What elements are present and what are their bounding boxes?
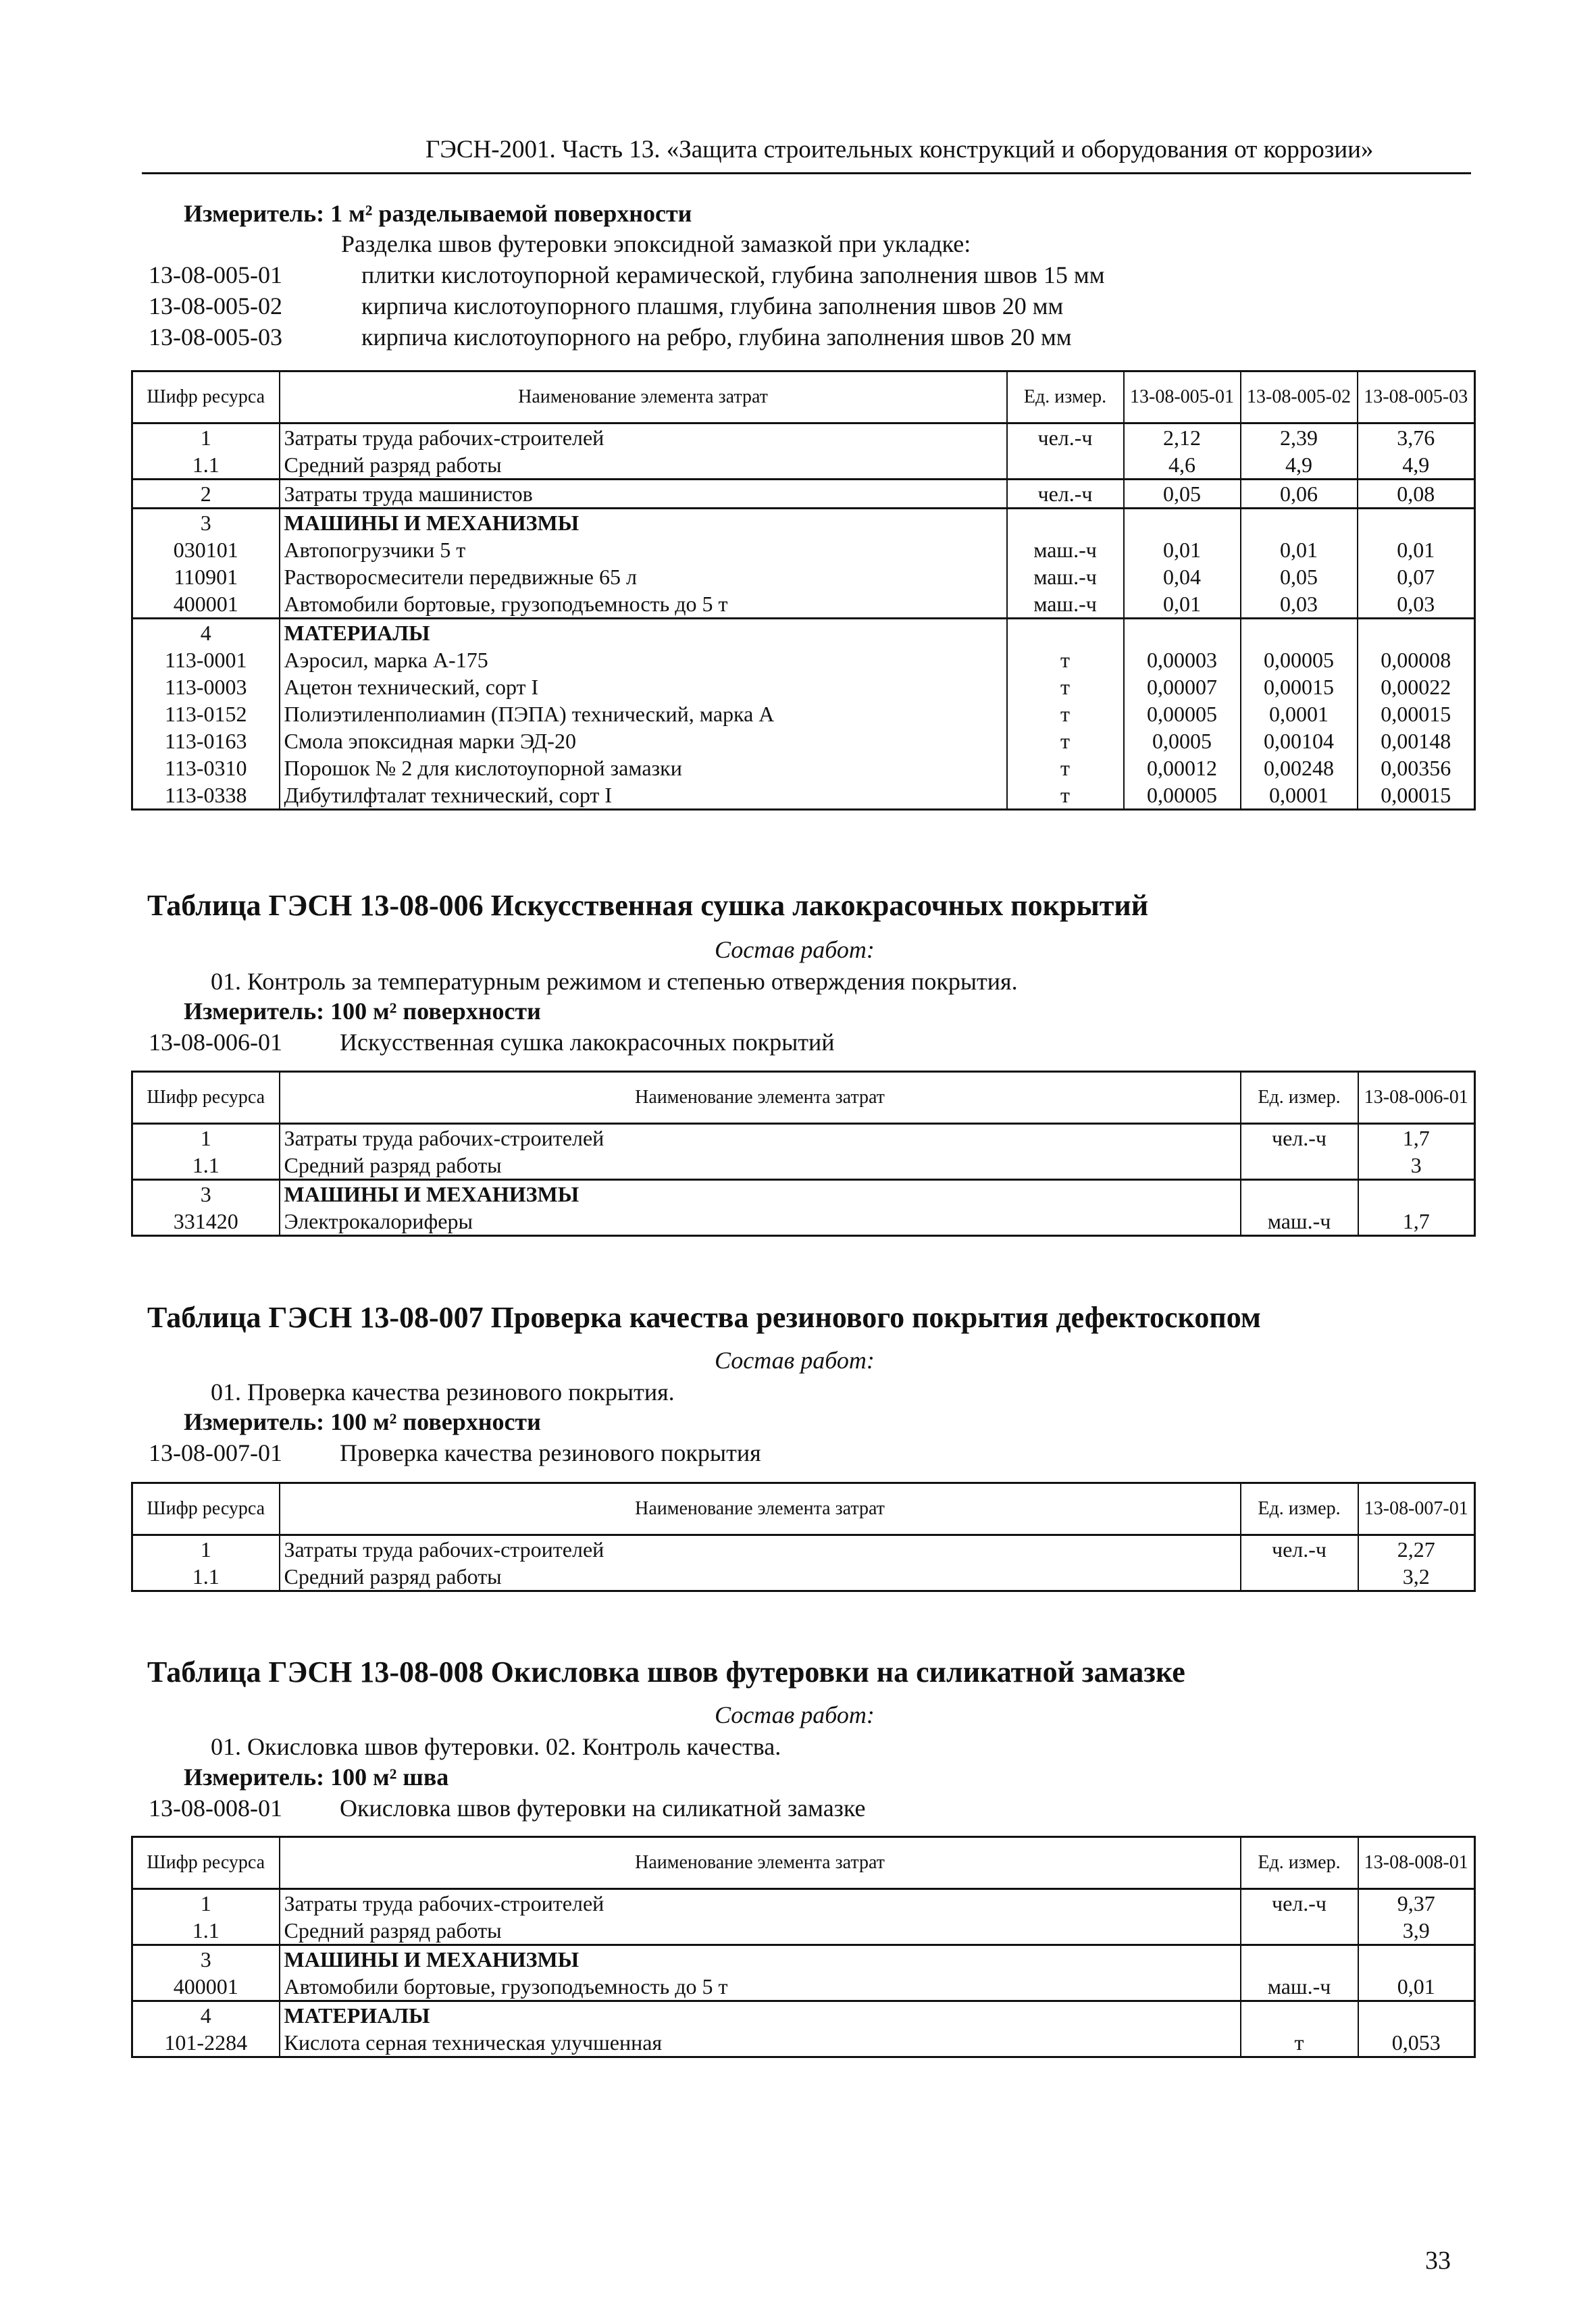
item-code: 13-08-005-02	[149, 292, 282, 319]
item-text: кирпича кислотоупорного на ребро, глубина заполнения швов 20 мм	[361, 324, 1072, 351]
item-text: кирпича кислотоупорного плашмя, глубина заполнения швов 20 мм	[361, 292, 1064, 319]
value-cell: 2,39	[1241, 423, 1358, 452]
resource-name: Затраты труда рабочих-строителей	[280, 1124, 1241, 1152]
resource-code: 1	[132, 1535, 280, 1564]
resource-code: 331420	[132, 1208, 280, 1236]
value-cell: 0,00005	[1124, 781, 1241, 810]
table-header-row	[132, 1837, 1475, 1889]
resource-name: Средний разряд работы	[280, 1563, 1241, 1591]
value-cell: 0,00104	[1241, 727, 1358, 754]
header-name: Наименование элемента затрат	[280, 1483, 1241, 1535]
value-cell: 0,0001	[1241, 781, 1358, 810]
resource-table	[131, 370, 1476, 811]
resource-code: 4	[132, 2001, 280, 2030]
resource-name: МАШИНЫ И МЕХАНИЗМЫ	[280, 1180, 1241, 1208]
item-code: 13-08-008-01	[149, 1795, 282, 1822]
unit-cell: т	[1007, 727, 1124, 754]
value-cell: 3,2	[1358, 1563, 1475, 1591]
value-cell: 4,9	[1358, 451, 1475, 480]
header-col: 13-08-008-01	[1358, 1837, 1475, 1889]
value-cell: 2,27	[1358, 1535, 1475, 1564]
table-row	[132, 563, 1475, 590]
value-cell	[1124, 619, 1241, 647]
table-row	[132, 700, 1475, 727]
item-code: 13-08-006-01	[149, 1029, 282, 1056]
table-row	[132, 1563, 1475, 1591]
value-cell: 0,00015	[1241, 673, 1358, 700]
resource-name: Средний разряд работы	[280, 451, 1007, 480]
resource-code: 1.1	[132, 1563, 280, 1591]
value-cell	[1358, 509, 1475, 537]
table-row	[132, 536, 1475, 563]
header-code: Шифр ресурса	[132, 371, 280, 423]
table-row	[132, 509, 1475, 537]
resource-code: 1.1	[132, 1917, 280, 1945]
value-cell: 0,053	[1358, 2029, 1475, 2057]
value-cell: 0,00248	[1241, 754, 1358, 781]
resource-code: 3	[132, 1180, 280, 1208]
value-cell: 0,03	[1241, 590, 1358, 619]
unit-cell	[1007, 509, 1124, 537]
table-row	[132, 646, 1475, 673]
unit-cell: маш.-ч	[1007, 563, 1124, 590]
value-cell: 0,01	[1241, 536, 1358, 563]
meter-label: Измеритель: 100 м² поверхности	[184, 1408, 541, 1435]
resource-table	[131, 1071, 1476, 1237]
value-cell: 4,6	[1124, 451, 1241, 480]
resource-code: 113-0310	[132, 754, 280, 781]
value-cell: 0,08	[1358, 480, 1475, 509]
value-cell: 1,7	[1358, 1124, 1475, 1152]
header-col: 13-08-005-01	[1124, 371, 1241, 423]
table-row	[132, 1180, 1475, 1208]
table-row	[132, 727, 1475, 754]
header-name: Наименование элемента затрат	[280, 1072, 1241, 1124]
header-unit: Ед. измер.	[1007, 371, 1124, 423]
table-title: Таблица ГЭСН 13-08-006 Искусственная сушка лакокрасочных покрытий	[147, 889, 1149, 922]
table-row	[132, 754, 1475, 781]
table-row	[132, 1917, 1475, 1945]
table-header-row	[132, 1072, 1475, 1124]
value-cell: 0,0005	[1124, 727, 1241, 754]
unit-cell	[1007, 619, 1124, 647]
item-text: Искусственная сушка лакокрасочных покрытий	[340, 1029, 835, 1056]
value-cell	[1241, 619, 1358, 647]
unit-cell: т	[1007, 646, 1124, 673]
header-col: 13-08-007-01	[1358, 1483, 1475, 1535]
resource-table	[131, 1482, 1476, 1592]
resource-name: Средний разряд работы	[280, 1152, 1241, 1180]
unit-cell: чел.-ч	[1007, 480, 1124, 509]
resource-name: Аэросил, марка А-175	[280, 646, 1007, 673]
unit-cell	[1241, 2001, 1358, 2030]
unit-cell	[1241, 1917, 1358, 1945]
resource-name: МАШИНЫ И МЕХАНИЗМЫ	[280, 1945, 1241, 1974]
unit-cell: чел.-ч	[1241, 1535, 1358, 1564]
table-header-row	[132, 1483, 1475, 1535]
resource-name: Электрокалориферы	[280, 1208, 1241, 1236]
resource-code: 3	[132, 1945, 280, 1974]
item-code: 13-08-007-01	[149, 1439, 282, 1466]
meter-label: Измеритель: 100 м² поверхности	[184, 998, 541, 1025]
unit-cell: маш.-ч	[1007, 536, 1124, 563]
resource-name: МАТЕРИАЛЫ	[280, 2001, 1241, 2030]
value-cell: 0,00005	[1124, 700, 1241, 727]
table-header-row	[132, 371, 1475, 423]
resource-name: МАШИНЫ И МЕХАНИЗМЫ	[280, 509, 1007, 537]
header-rule	[142, 172, 1471, 174]
value-cell	[1358, 2001, 1475, 2030]
resource-code: 1.1	[132, 451, 280, 480]
table-title: Таблица ГЭСН 13-08-007 Проверка качества резинового покрытия дефектоскопом	[147, 1301, 1261, 1334]
table-row	[132, 781, 1475, 810]
value-cell: 1,7	[1358, 1208, 1475, 1236]
table-row	[132, 590, 1475, 619]
header-col: 13-08-005-03	[1358, 371, 1475, 423]
resource-code: 3	[132, 509, 280, 537]
unit-cell: т	[1007, 673, 1124, 700]
value-cell: 0,0001	[1241, 700, 1358, 727]
item-code: 13-08-005-01	[149, 261, 282, 288]
resource-code: 4	[132, 619, 280, 647]
unit-cell	[1241, 1180, 1358, 1208]
resource-code: 1	[132, 423, 280, 452]
unit-cell: маш.-ч	[1007, 590, 1124, 619]
resource-table	[131, 1836, 1476, 2058]
value-cell: 0,00015	[1358, 781, 1475, 810]
item-code: 13-08-005-03	[149, 324, 282, 351]
unit-cell: т	[1007, 700, 1124, 727]
value-cell: 0,06	[1241, 480, 1358, 509]
value-cell: 3	[1358, 1152, 1475, 1180]
resource-name: Автопогрузчики 5 т	[280, 536, 1007, 563]
resource-name: Смола эпоксидная марки ЭД-20	[280, 727, 1007, 754]
value-cell: 0,00148	[1358, 727, 1475, 754]
unit-cell	[1241, 1945, 1358, 1974]
table-row	[132, 2001, 1475, 2030]
value-cell: 0,00005	[1241, 646, 1358, 673]
composition-text: 01. Окисловка швов футеровки. 02. Контроль качества.	[211, 1733, 781, 1760]
table-row	[132, 1973, 1475, 2001]
resource-name: Затраты труда рабочих-строителей	[280, 423, 1007, 452]
resource-name: Затраты труда рабочих-строителей	[280, 1889, 1241, 1918]
value-cell: 4,9	[1241, 451, 1358, 480]
section-intro: Разделка швов футеровки эпоксидной замазкой при укладке:	[341, 230, 971, 257]
resource-code: 113-0003	[132, 673, 280, 700]
resource-name: Средний разряд работы	[280, 1917, 1241, 1945]
item-text: Окисловка швов футеровки на силикатной замазке	[340, 1795, 866, 1822]
meter-label: Измеритель: 1 м² разделываемой поверхности	[184, 200, 692, 227]
value-cell: 0,07	[1358, 563, 1475, 590]
value-cell: 9,37	[1358, 1889, 1475, 1918]
value-cell: 0,00003	[1124, 646, 1241, 673]
resource-code: 113-0163	[132, 727, 280, 754]
resource-code: 1.1	[132, 1152, 280, 1180]
resource-code: 1	[132, 1889, 280, 1918]
header-col: 13-08-006-01	[1358, 1072, 1475, 1124]
table-row	[132, 1889, 1475, 1918]
value-cell: 2,12	[1124, 423, 1241, 452]
unit-cell: маш.-ч	[1241, 1973, 1358, 2001]
value-cell: 0,00015	[1358, 700, 1475, 727]
unit-cell: т	[1007, 781, 1124, 810]
table-row	[132, 1208, 1475, 1236]
composition-text: 01. Проверка качества резинового покрытия.	[211, 1379, 675, 1406]
value-cell: 0,01	[1124, 536, 1241, 563]
value-cell: 0,05	[1241, 563, 1358, 590]
resource-name: Затраты труда рабочих-строителей	[280, 1535, 1241, 1564]
resource-name: Порошок № 2 для кислотоупорной замазки	[280, 754, 1007, 781]
unit-cell	[1007, 451, 1124, 480]
value-cell: 0,01	[1124, 590, 1241, 619]
value-cell: 0,00356	[1358, 754, 1475, 781]
table-title: Таблица ГЭСН 13-08-008 Окисловка швов футеровки на силикатной замазке	[147, 1655, 1185, 1689]
header-unit: Ед. измер.	[1241, 1483, 1358, 1535]
value-cell: 3,9	[1358, 1917, 1475, 1945]
composition-label: Состав работ:	[715, 1347, 875, 1374]
resource-name: Автомобили бортовые, грузоподъемность до 5 т	[280, 1973, 1241, 2001]
resource-code: 2	[132, 480, 280, 509]
page-number: 33	[1425, 2246, 1451, 2275]
table-row	[132, 1124, 1475, 1152]
table-row	[132, 451, 1475, 480]
value-cell	[1241, 509, 1358, 537]
unit-cell	[1241, 1152, 1358, 1180]
resource-code: 030101	[132, 536, 280, 563]
resource-name: Ацетон технический, сорт I	[280, 673, 1007, 700]
value-cell: 0,01	[1358, 536, 1475, 563]
header-unit: Ед. измер.	[1241, 1072, 1358, 1124]
value-cell	[1124, 509, 1241, 537]
header-unit: Ед. измер.	[1241, 1837, 1358, 1889]
table-row	[132, 423, 1475, 452]
resource-code: 113-0001	[132, 646, 280, 673]
header-col: 13-08-005-02	[1241, 371, 1358, 423]
value-cell: 0,05	[1124, 480, 1241, 509]
resource-code: 400001	[132, 1973, 280, 2001]
table-row	[132, 480, 1475, 509]
value-cell	[1358, 619, 1475, 647]
composition-label: Состав работ:	[715, 936, 875, 963]
unit-cell: т	[1007, 754, 1124, 781]
table-row	[132, 673, 1475, 700]
resource-name: МАТЕРИАЛЫ	[280, 619, 1007, 647]
resource-code: 113-0338	[132, 781, 280, 810]
meter-label: Измеритель: 100 м² шва	[184, 1764, 449, 1791]
composition-text: 01. Контроль за температурным режимом и степенью отверждения покрытия.	[211, 968, 1018, 995]
value-cell: 0,01	[1358, 1973, 1475, 2001]
resource-name: Затраты труда машинистов	[280, 480, 1007, 509]
unit-cell: чел.-ч	[1241, 1124, 1358, 1152]
resource-name: Кислота серная техническая улучшенная	[280, 2029, 1241, 2057]
header-code: Шифр ресурса	[132, 1483, 280, 1535]
running-header: ГЭСН-2001. Часть 13. «Защита строительных конструкций и оборудования от коррозии»	[426, 136, 1374, 163]
resource-name: Дибутилфталат технический, сорт I	[280, 781, 1007, 810]
resource-name: Автомобили бортовые, грузоподъемность до 5 т	[280, 590, 1007, 619]
unit-cell	[1241, 1563, 1358, 1591]
resource-name: Растворосмесители передвижные 65 л	[280, 563, 1007, 590]
item-text: плитки кислотоупорной керамической, глубина заполнения швов 15 мм	[361, 261, 1105, 288]
unit-cell: т	[1241, 2029, 1358, 2057]
table-row	[132, 2029, 1475, 2057]
value-cell: 0,03	[1358, 590, 1475, 619]
table-row	[132, 1535, 1475, 1564]
value-cell	[1358, 1180, 1475, 1208]
value-cell: 0,04	[1124, 563, 1241, 590]
resource-code: 113-0152	[132, 700, 280, 727]
header-name: Наименование элемента затрат	[280, 371, 1007, 423]
composition-label: Состав работ:	[715, 1701, 875, 1728]
resource-name: Полиэтиленполиамин (ПЭПА) технический, марка А	[280, 700, 1007, 727]
item-text: Проверка качества резинового покрытия	[340, 1439, 761, 1466]
value-cell: 0,00007	[1124, 673, 1241, 700]
resource-code: 1	[132, 1124, 280, 1152]
unit-cell: чел.-ч	[1241, 1889, 1358, 1918]
value-cell: 3,76	[1358, 423, 1475, 452]
value-cell: 0,00012	[1124, 754, 1241, 781]
table-row	[132, 619, 1475, 647]
unit-cell: чел.-ч	[1007, 423, 1124, 452]
resource-code: 400001	[132, 590, 280, 619]
table-row	[132, 1945, 1475, 1974]
table-row	[132, 1152, 1475, 1180]
header-code: Шифр ресурса	[132, 1072, 280, 1124]
value-cell	[1358, 1945, 1475, 1974]
resource-code: 101-2284	[132, 2029, 280, 2057]
value-cell: 0,00022	[1358, 673, 1475, 700]
header-name: Наименование элемента затрат	[280, 1837, 1241, 1889]
header-code: Шифр ресурса	[132, 1837, 280, 1889]
value-cell: 0,00008	[1358, 646, 1475, 673]
resource-code: 110901	[132, 563, 280, 590]
unit-cell: маш.-ч	[1241, 1208, 1358, 1236]
